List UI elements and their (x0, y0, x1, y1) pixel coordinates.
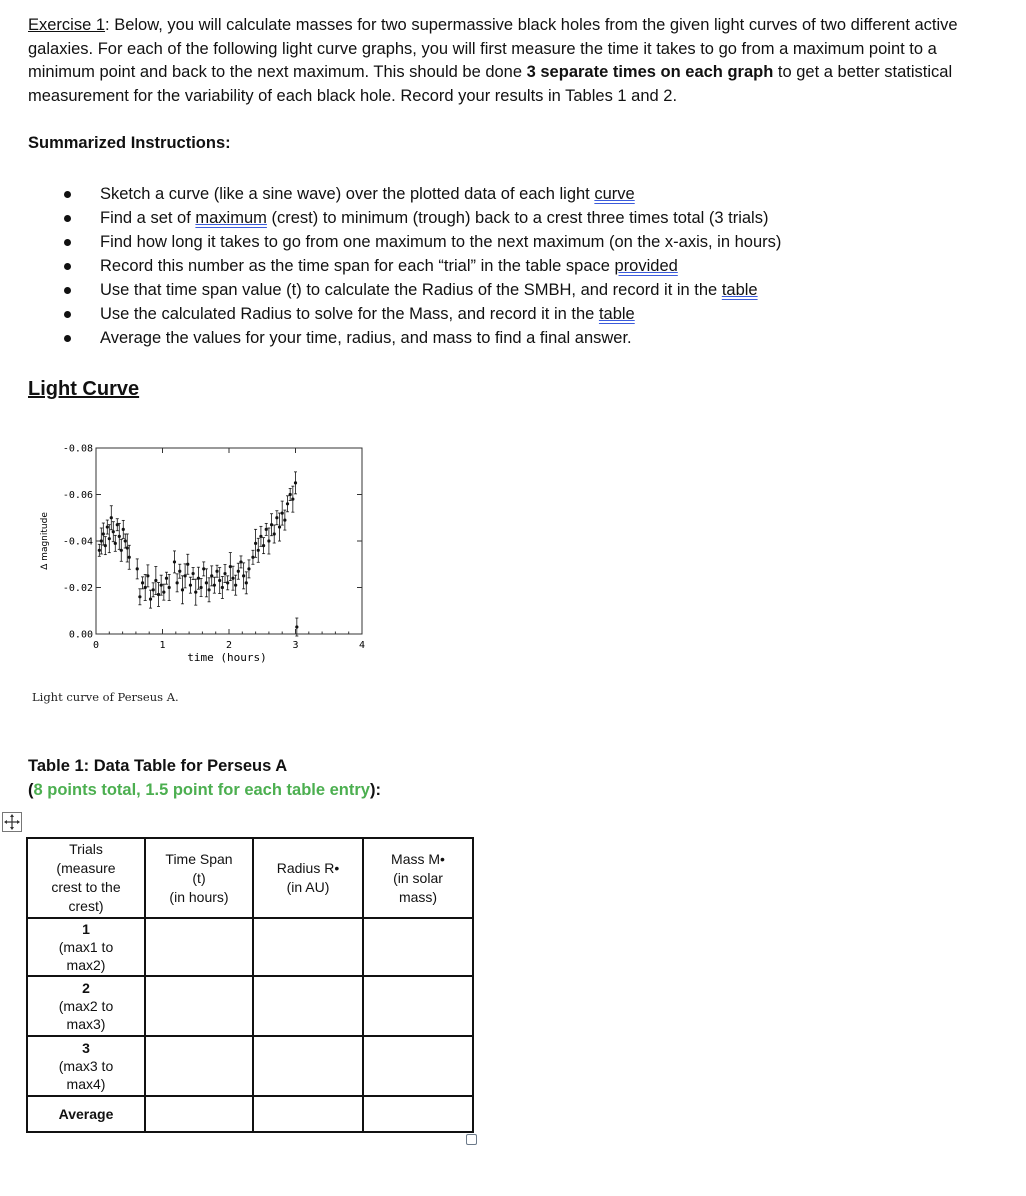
data-point (237, 563, 240, 579)
trial-number: 1 (82, 921, 90, 937)
spellcheck-mark: provided (614, 257, 678, 275)
data-point (207, 578, 210, 602)
time-span-input-cell[interactable] (145, 918, 253, 976)
radius-input-cell[interactable] (253, 976, 363, 1036)
figure-caption: Light curve of Perseus A. (32, 690, 179, 704)
header-mass-line: (in solar (393, 869, 443, 886)
header-trials-line: crest) (68, 898, 104, 914)
data-point (173, 551, 176, 573)
exercise-emphasis: 3 separate times on each graph (526, 63, 774, 81)
header-trials (27, 838, 145, 918)
radius-input-cell[interactable] (253, 1036, 363, 1096)
data-point (152, 583, 155, 597)
data-point (259, 526, 262, 546)
data-point (181, 576, 184, 604)
data-point (231, 566, 234, 590)
data-point (157, 582, 160, 606)
data-point (245, 572, 248, 594)
trial-cell (27, 1036, 145, 1096)
mass-input-cell[interactable] (363, 976, 473, 1036)
average-label: Average (27, 1096, 145, 1132)
header-mass-line: Mass M• (391, 850, 445, 867)
data-point (254, 529, 257, 557)
header-radius-line: (in AU) (286, 879, 330, 895)
exercise-text-a: : Below, you will calculate masses for two supermassive black holes from the given light curves of two different active galaxies. For each of the following light curve graphs, you will first measure the time it takes to go from a maximum point to a minimum point and back to the next maximum. This should be done (28, 16, 958, 81)
data-table (26, 837, 474, 1133)
data-point (112, 522, 115, 542)
x-tick-label: 3 (292, 640, 299, 651)
header-trials-line: crest to the (51, 879, 121, 895)
data-point (136, 559, 139, 579)
header-time-span (145, 838, 253, 918)
data-point (267, 528, 270, 554)
data-point (122, 520, 125, 538)
data-point (124, 534, 127, 548)
table-points-note (28, 781, 381, 800)
move-arrows-icon[interactable] (2, 812, 22, 832)
data-point (210, 566, 213, 586)
data-point (291, 486, 294, 512)
data-point (215, 565, 218, 577)
data-point (116, 519, 119, 531)
average-radius-input-cell[interactable] (253, 1096, 363, 1132)
instructions-heading: Summarized Instructions: (28, 134, 231, 152)
trial-number: 2 (82, 980, 90, 996)
points-close: ): (369, 781, 381, 799)
data-point (278, 513, 281, 541)
data-point (184, 564, 187, 588)
average-time-input-cell[interactable] (145, 1096, 253, 1132)
instruction-item: Sketch a curve (like a sine wave) over the plotted data of each light curve (60, 182, 781, 206)
data-point (294, 472, 297, 494)
exercise-label: Exercise 1 (28, 16, 106, 34)
time-span-input-cell[interactable] (145, 976, 253, 1036)
data-point (213, 577, 216, 593)
points-open: ( (28, 781, 34, 799)
points-note: 8 points total, 1.5 point for each table entry (33, 781, 370, 799)
mass-input-cell[interactable] (363, 918, 473, 976)
instruction-item: Find how long it takes to go from one maximum to the next maximum (on the x-axis, in hours) (60, 230, 781, 254)
instruction-item: Find a set of maximum (crest) to minimum (trough) back to a crest three times total (3 trials) (60, 206, 781, 230)
x-tick-label: 0 (92, 640, 100, 651)
data-point (104, 537, 107, 555)
data-point (197, 567, 200, 589)
spellcheck-mark: table (598, 305, 635, 323)
data-point (262, 538, 265, 554)
data-point (146, 565, 149, 587)
data-point (242, 563, 245, 589)
trial-number: 3 (82, 1040, 90, 1056)
resize-square-icon[interactable] (466, 1134, 477, 1145)
header-trials-line: (measure (56, 860, 116, 876)
data-point (194, 579, 197, 605)
data-point (289, 489, 292, 501)
instruction-item: Use that time span value (t) to calculate the Radius of the SMBH, and record it in the table (60, 278, 781, 302)
table-row (27, 976, 473, 1036)
header-mass-line: mass) (398, 888, 438, 905)
data-point (110, 506, 113, 530)
data-point (223, 565, 226, 583)
mass-input-cell[interactable] (363, 1036, 473, 1096)
y-axis-label: Δ magnitude (40, 512, 50, 570)
data-point (141, 577, 144, 589)
trial-range: (max2 to (58, 998, 114, 1014)
data-point (202, 562, 205, 576)
instructions-list (60, 182, 781, 350)
data-point (189, 577, 192, 593)
y-tick-label: 0.00 (68, 629, 93, 641)
data-point (149, 590, 152, 608)
data-point (229, 553, 232, 581)
trial-cell (27, 976, 145, 1036)
y-tick-label: -0.04 (62, 536, 93, 548)
data-point (239, 556, 242, 568)
table-title: Table 1: Data Table for Perseus A (28, 757, 288, 775)
y-tick-label: -0.02 (62, 583, 93, 594)
header-time-line: (t) (192, 869, 206, 886)
y-tick-label: -0.08 (62, 443, 93, 455)
data-point (114, 535, 117, 551)
light-curve-heading: Light Curve (28, 378, 140, 400)
exercise-intro (28, 14, 988, 108)
header-radius-line: Radius R• (276, 860, 340, 876)
trial-range: max3) (66, 1016, 106, 1032)
table-average-row (27, 1096, 473, 1132)
trial-range: (max3 to (58, 1058, 114, 1074)
header-radius (253, 838, 363, 918)
data-point (178, 564, 181, 578)
trial-range: max2) (66, 957, 106, 973)
table-row (27, 1036, 473, 1096)
table-row (27, 918, 473, 976)
instruction-item: Average the values for your time, radius, and mass to find a final answer. (60, 326, 781, 350)
data-point (286, 496, 289, 512)
data-point (205, 569, 208, 597)
spellcheck-mark: table (721, 281, 758, 299)
data-point (191, 568, 194, 580)
data-point (176, 574, 179, 592)
data-point (162, 584, 165, 600)
data-point (247, 560, 250, 578)
data-point (265, 523, 268, 535)
data-point (154, 567, 157, 595)
header-time-line: (in hours) (169, 888, 229, 905)
data-point (165, 572, 168, 584)
plot-frame (96, 448, 362, 634)
data-point (275, 511, 278, 525)
data-point (199, 579, 202, 597)
header-time-line: Time Span (165, 850, 233, 867)
time-span-input-cell[interactable] (145, 1036, 253, 1096)
exercise-text-b: to get a better statistical measurement for the variability of each black hole. Record your results in Tables 1 and 2. (28, 63, 953, 105)
data-point (106, 520, 109, 534)
data-point (98, 544, 101, 556)
data-point (186, 554, 189, 574)
data-point (138, 589, 141, 605)
instruction-item: Record this number as the time span for each “trial” in the table space provided (60, 254, 781, 278)
spellcheck-mark: maximum (195, 209, 267, 227)
x-tick-label: 4 (358, 640, 366, 651)
trial-range: max4) (66, 1076, 106, 1092)
x-tick-label: 1 (159, 640, 166, 651)
data-point (257, 538, 260, 562)
radius-input-cell[interactable] (253, 918, 363, 976)
x-tick-label: 2 (225, 640, 233, 651)
instruction-item: Use the calculated Radius to solve for the Mass, and record it in the table (60, 302, 781, 326)
trial-range: (max1 to (58, 939, 114, 955)
spellcheck-mark: curve (594, 185, 635, 203)
data-point (251, 550, 254, 564)
header-trials-line: Trials (69, 841, 103, 857)
data-point (273, 525, 276, 543)
trial-cell (27, 918, 145, 976)
y-tick-label: -0.06 (62, 490, 93, 501)
data-point (270, 514, 273, 536)
table-header-row (27, 838, 473, 918)
data-point (108, 525, 111, 553)
data-point (281, 501, 284, 525)
data-point (221, 577, 224, 599)
data-point (120, 539, 123, 561)
x-axis-label: time (hours) (187, 651, 267, 664)
data-point (226, 576, 229, 590)
header-mass (363, 838, 473, 918)
data-point (118, 523, 121, 549)
average-mass-input-cell[interactable] (363, 1096, 473, 1132)
data-point (144, 575, 147, 601)
light-curve-chart (28, 438, 378, 678)
